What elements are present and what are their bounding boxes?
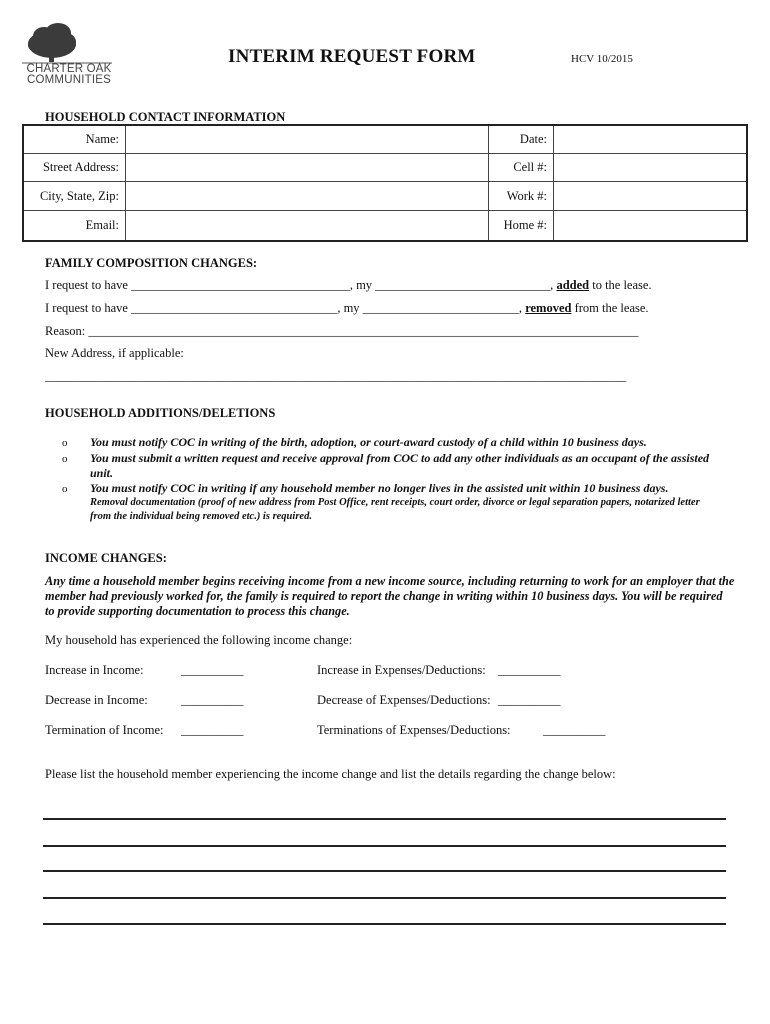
removed-line [45,301,649,316]
home-field[interactable] [554,211,748,241]
date-field[interactable] [554,125,748,154]
income-intro: My household has experienced the following income change: [45,633,353,647]
city-state-zip-field[interactable] [126,182,489,211]
bullet-marker: o [62,453,68,465]
removed-line-end: from the lease. [571,301,649,315]
bullet-text: You must notify COC in writing if any household member no longer lives in the assisted unit within 10 business days. [90,481,669,495]
bullet-text: You must notify COC in writing of the birth, adoption, or court-award custody of a child within 10 business days. [90,435,647,449]
email-label: Email: [23,211,126,241]
decrease-income-label: Decrease in Income: [45,693,148,707]
contact-row [23,182,747,211]
new-address-line: _____________________________________________________________________________________________ [45,369,627,383]
name-label: Name: [23,125,126,154]
increase-income-blank[interactable]: __________ [181,663,244,677]
details-line-2[interactable] [43,845,726,847]
income-heading: INCOME CHANGES: [45,551,167,565]
street-address-field[interactable] [126,154,489,182]
list-item [62,451,722,481]
added-word: added [556,278,590,292]
decrease-expenses-label: Decrease of Expenses/Deductions: [317,693,491,707]
form-title: INTERIM REQUEST FORM [228,46,476,67]
contact-table [22,124,748,242]
contact-row [23,125,747,154]
increase-income-label: Increase in Income: [45,663,144,677]
email-field[interactable] [126,211,489,241]
added-line-end: to the lease. [589,278,652,292]
home-label: Home #: [489,211,554,241]
bullet-marker: o [62,483,68,495]
additions-list [62,435,722,524]
reason-line: Reason: ________________________________________________________________________________________ [45,324,639,338]
new-address-label: New Address, if applicable: [45,346,184,360]
family-heading: FAMILY COMPOSITION CHANGES: [45,256,258,270]
termination-expenses-blank[interactable]: __________ [543,723,606,737]
details-line-3[interactable] [43,870,726,872]
termination-expenses-label: Terminations of Expenses/Deductions: [317,723,511,737]
added-line [45,278,652,293]
details-line-1[interactable] [43,818,726,820]
list-item [62,435,722,451]
city-state-zip-label: City, State, Zip: [23,182,126,211]
decrease-expenses-blank[interactable]: __________ [498,693,561,707]
contact-row [23,211,747,241]
contact-heading: HOUSEHOLD CONTACT INFORMATION [45,110,286,124]
list-item [62,481,722,524]
bullet-subtext: Removal documentation (proof of new address from Post Office, rent receipts, court order, divorce or legal separation papers, notarized letter from the individual being removed etc.) is required. [90,497,700,522]
removed-line-text: I request to have _________________________________, my _________________________, [45,301,526,315]
work-label: Work #: [489,182,554,211]
cell-field[interactable] [554,154,748,182]
added-line-text: I request to have ___________________________________, my ____________________________, [45,278,557,292]
form-code: HCV 10/2015 [571,53,633,65]
details-line-4[interactable] [43,897,726,899]
increase-expenses-label: Increase in Expenses/Deductions: [317,663,486,677]
termination-income-label: Termination of Income: [45,723,164,737]
bullet-marker: o [62,437,68,449]
additions-heading: HOUSEHOLD ADDITIONS/DELETIONS [45,406,276,420]
removed-word: removed [525,301,572,315]
details-prompt: Please list the household member experiencing the income change and list the details regarding the change below: [45,767,616,781]
name-field[interactable] [126,125,489,154]
bullet-content [90,481,722,524]
work-field[interactable] [554,182,748,211]
logo-line-2: COMMUNITIES [27,74,111,86]
cell-label: Cell #: [489,154,554,182]
date-label: Date: [489,125,554,154]
bullet-text: You must submit a written request and receive approval from COC to add any other individuals as an occupant of the assisted unit. [90,451,710,480]
logo-line-1: CHARTER OAK [26,63,112,75]
income-note: Any time a household member begins receiving income from a new income source, including returning to work for an employer that the member had previously worked for, the family is required to report the change in writing within 10 business days. You will be required to provide supporting documentation to process this change. [45,574,735,618]
street-address-label: Street Address: [23,154,126,182]
termination-income-blank[interactable]: __________ [181,723,244,737]
logo-text [24,64,114,86]
decrease-income-blank[interactable]: __________ [181,693,244,707]
increase-expenses-blank[interactable]: __________ [498,663,561,677]
contact-row [23,154,747,182]
details-line-5[interactable] [43,923,726,925]
